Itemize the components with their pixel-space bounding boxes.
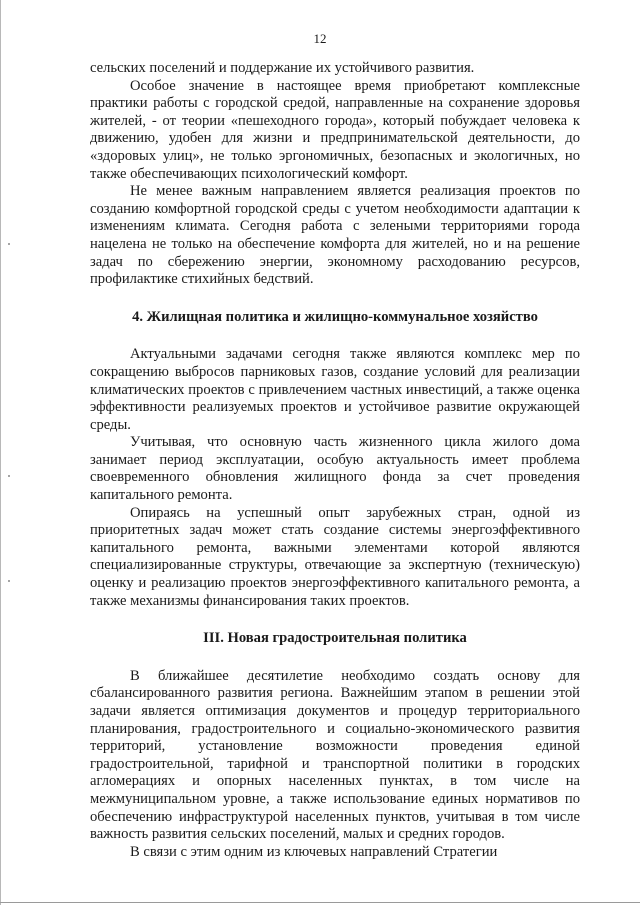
paragraph: Не менее важным направлением является реализация проектов по созданию комфортной городской среды с учетом необходимости адаптации к изменениям климата. Сегодня работа с зелеными территориями города нацелена не только на обеспечение комфорта для жителей, но и на решение задач по сбережению энергии, экономному расходованию ресурсов, профилактике стихийных бедствий. [90,183,580,288]
paragraph: Опираясь на успешный опыт зарубежных стран, одной из приоритетных задач может стать создание системы энергоэффективного капитального ремонта, важными элементами которой являются специализированные структуры, отвечающие за экспертную (техническую) оценку и реализацию проектов энергоэффективного капитального ремонта, а также механизмы финансирования таких проектов. [90,504,580,609]
page-number: 12 [313,31,327,46]
paragraph: В ближайшее десятилетие необходимо создать основу для сбалансированного развития региона. Важнейшим этапом в решении этой задачи является оптимизация документов и процедур территориального планирования, градостроительного и социально-экономического развития территорий, установление возможности проведения единой градостроительной, тарифной и транспортной политики в городских агломерациях и опорных населенных пунктах, в том числе на межмуниципальном уровне, а также использование единых нормативов по обеспечению инфраструктурой населенных пунктов, учитывая в том числе важность развития сельских поселений, малых и средних городов. [90,667,580,843]
section-heading-housing: 4. Жилищная политика и жилищно-коммунальное хозяйство [132,308,538,325]
section-heading-urban-planning: III. Новая градостроительная политика [203,630,467,647]
paragraph: сельских поселений и поддержание их устойчивого развития. [90,60,475,76]
document-body [90,60,580,861]
paragraph: Особое значение в настоящее время приобретают комплексные практики работы с городской средой, направленные на сохранение здоровья жителей, - от теории «пешеходного города», который побуждает человека к движению, удобен для жизни и предпринимательской деятельности, до «здоровых улиц», не только эргономичных, безопасных и экологичных, но также обеспечивающих психологический комфорт. [90,77,580,182]
scan-speck [8,580,10,582]
paragraph: Учитывая, что основную часть жизненного цикла жилого дома занимает период эксплуатации, особую актуальность имеет проблема своевременного обновления жилищного фонда за счет проведения капитального ремонта. [90,434,580,504]
left-scan-edge [0,0,1,905]
paragraph: В связи с этим одним из ключевых направлений Стратегии [130,843,498,860]
bottom-scan-edge [0,902,640,903]
scan-speck [8,475,10,477]
paragraph: Актуальными задачами сегодня также являются комплекс мер по сокращению выбросов парниковых газов, создание условий для реализации климатических проектов с привлечением частных инвестиций, а также оценка эффективности реализуемых проектов и устойчивое развитие окружающей среды. [90,346,580,433]
scan-speck [8,243,10,245]
